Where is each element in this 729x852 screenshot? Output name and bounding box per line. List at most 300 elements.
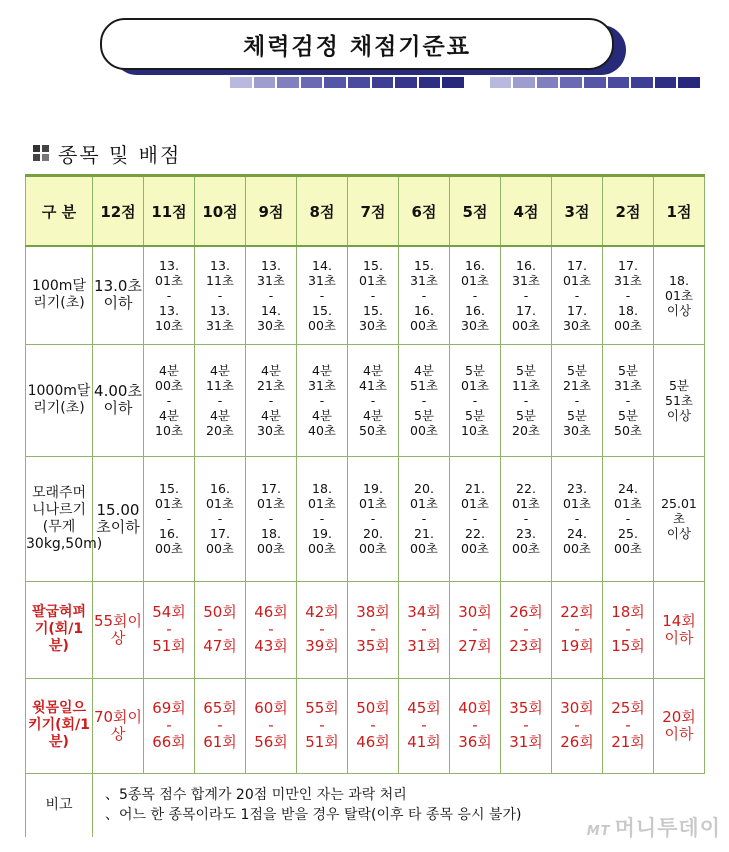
section-title: 종목 및 배점 <box>58 142 182 167</box>
cell-line: 66회 <box>152 733 186 751</box>
cell-line: 윗몸 <box>31 700 59 716</box>
cell-line: 01초 <box>461 496 489 511</box>
cell-line: 42회 <box>305 603 339 621</box>
cell-line: 4분 <box>260 362 282 378</box>
cell-line: 50회 <box>356 699 390 717</box>
cell-line: 26회 <box>509 603 543 621</box>
cell-line: 00초 <box>308 541 336 556</box>
cell-line: 27회 <box>458 637 492 655</box>
cell-line: 16. <box>210 481 230 496</box>
cell-line: 56회 <box>254 733 288 751</box>
cell-line: - <box>523 716 529 734</box>
score-6-cell <box>399 246 450 344</box>
cell-line: 5분 <box>617 407 639 423</box>
score-1-cell <box>654 581 705 678</box>
cell-line: 01초 <box>155 496 183 511</box>
cell-line: 31회 <box>407 637 441 655</box>
cell-line: 19. <box>363 481 383 496</box>
cell-line: (회/1분) <box>48 621 84 654</box>
row-label <box>26 678 93 773</box>
cell-line: 16. <box>414 302 434 318</box>
cell-line: 19. <box>312 526 332 541</box>
cell-line: 17. <box>210 526 230 541</box>
cell-line: 펴기 <box>34 604 87 637</box>
cell-line: - <box>268 620 274 638</box>
cell-line: 11초 <box>512 377 540 393</box>
cell-line: 13. <box>159 257 179 273</box>
cell-line: 17. <box>567 257 587 273</box>
cell-line: 31초 <box>206 317 234 333</box>
cell-line: 이상 <box>110 611 143 647</box>
score-2-cell <box>603 456 654 581</box>
cell-line: 01초 <box>359 496 387 511</box>
cell-line: 5분 <box>464 407 486 423</box>
cell-line: 5분 <box>515 407 537 423</box>
title-banner <box>100 15 628 83</box>
cell-line: - <box>370 716 376 734</box>
score-1-cell <box>654 678 705 773</box>
cell-line: - <box>319 716 325 734</box>
cell-line: 22. <box>465 526 485 541</box>
score-7-cell <box>348 581 399 678</box>
cell-line: 100m <box>32 278 73 295</box>
cell-line: - <box>166 392 172 408</box>
cell-line: 01초 <box>155 272 183 288</box>
cell-line: - <box>217 511 223 526</box>
cell-line: - <box>625 511 631 526</box>
cell-line: 13. <box>210 257 230 273</box>
cell-line: 이하 <box>664 628 694 647</box>
cell-line: 24. <box>567 526 587 541</box>
cell-line: 18. <box>669 272 689 288</box>
cell-line: - <box>472 511 478 526</box>
cell-line: 10초 <box>155 422 183 438</box>
cell-line: 10초 <box>155 317 183 333</box>
cell-line: 17. <box>567 302 587 318</box>
score-12-cell <box>93 581 144 678</box>
score-6-cell <box>399 456 450 581</box>
cell-line: - <box>421 716 427 734</box>
cell-line: 55회 <box>93 611 128 630</box>
cell-line: 15. <box>414 257 434 273</box>
cell-line: 25회 <box>611 699 645 717</box>
score-11-cell <box>144 246 195 344</box>
header-score-6: 6점 <box>399 176 450 247</box>
cell-line: 25.01 <box>661 496 697 511</box>
cell-line: 5분 <box>566 407 588 423</box>
cell-line: 15.00 <box>96 500 140 519</box>
note-line: 、어느 한 종목이라도 1점을 받을 경우 탈락(이후 타 종목 응시 불가) <box>105 807 522 824</box>
cell-line: 38회 <box>356 603 390 621</box>
score-12-cell <box>93 456 144 581</box>
score-8-cell <box>297 246 348 344</box>
cell-line: 01초 <box>563 272 591 288</box>
score-7-cell <box>348 678 399 773</box>
header-score-8: 8점 <box>297 176 348 247</box>
cell-line: 18. <box>312 481 332 496</box>
cell-line: 26회 <box>560 733 594 751</box>
cell-line: - <box>319 620 325 638</box>
score-2-cell <box>603 246 654 344</box>
score-10-cell <box>195 246 246 344</box>
cell-line: 5분 <box>617 362 639 378</box>
score-5-cell <box>450 678 501 773</box>
cell-line: 40회 <box>458 699 492 717</box>
cell-line: 4분 <box>158 407 180 423</box>
score-12-cell <box>93 678 144 773</box>
cell-line: 00초 <box>308 317 336 333</box>
cell-line: - <box>421 392 427 408</box>
cell-line: 4.00 <box>94 382 128 400</box>
header-score-2: 2점 <box>603 176 654 247</box>
cell-line: 50회 <box>203 603 237 621</box>
cell-line: 01초 <box>410 496 438 511</box>
score-1-cell <box>654 246 705 344</box>
cell-line: 20초 <box>512 422 540 438</box>
cell-line: - <box>166 716 172 734</box>
header-score-4: 4점 <box>501 176 552 247</box>
cell-line: 39회 <box>305 637 339 655</box>
cell-line: 일으키 <box>28 700 87 733</box>
cell-line: 21. <box>414 526 434 541</box>
cell-line: 01초 <box>206 496 234 511</box>
cell-line: 51회 <box>305 733 339 751</box>
cell-line: - <box>370 511 376 526</box>
cell-line: 01초 <box>512 496 540 511</box>
row-label <box>26 581 93 678</box>
page-title: 체력검정 채점기준표 <box>243 33 471 60</box>
score-3-cell <box>552 581 603 678</box>
cell-line: - <box>370 287 376 303</box>
score-4-cell <box>501 456 552 581</box>
cell-line: 30회 <box>458 603 492 621</box>
cell-line: 55회 <box>305 699 339 717</box>
cell-line: 17. <box>261 481 281 496</box>
cell-line: 5분 <box>668 377 690 393</box>
cell-line: 01초 <box>461 272 489 288</box>
cell-line: 18. <box>618 302 638 318</box>
score-3-cell <box>552 678 603 773</box>
cell-line: 25. <box>618 526 638 541</box>
cell-line: 이상 <box>110 707 143 743</box>
score-5-cell <box>450 456 501 581</box>
cell-line: 31초 <box>512 272 540 288</box>
cell-line: 19회 <box>560 637 594 655</box>
score-6-cell <box>399 344 450 456</box>
cell-line: 이상 <box>666 526 692 541</box>
cell-line: 00초 <box>410 422 438 438</box>
watermark <box>587 812 721 842</box>
cell-line: 36회 <box>458 733 492 751</box>
cell-line: 00초 <box>563 541 591 556</box>
cell-line: 이상 <box>666 407 692 423</box>
cell-line: 30초 <box>257 422 285 438</box>
cell-line: 00초 <box>155 541 183 556</box>
cell-line: - <box>319 287 325 303</box>
cell-line: 51초 <box>410 377 438 393</box>
score-3-cell <box>552 456 603 581</box>
cell-line: - <box>319 392 325 408</box>
cell-line: 50초 <box>359 422 387 438</box>
cell-line: 13. <box>210 302 230 318</box>
note-label: 비고 <box>26 773 93 837</box>
score-5-cell <box>450 246 501 344</box>
cell-line: (초) <box>60 400 85 416</box>
cell-line: 13. <box>261 257 281 273</box>
score-6-cell <box>399 581 450 678</box>
cell-line: 18회 <box>611 603 645 621</box>
cell-line: - <box>574 511 580 526</box>
score-7-cell <box>348 246 399 344</box>
cell-line: 01초 <box>563 496 591 511</box>
cell-line: 31초 <box>614 272 642 288</box>
cell-line: 41회 <box>407 733 441 751</box>
cell-line: 35회 <box>356 637 390 655</box>
score-10-cell <box>195 456 246 581</box>
score-4-cell <box>501 246 552 344</box>
cell-line: 46회 <box>356 733 390 751</box>
watermark-mt: MT <box>586 824 611 839</box>
score-10-cell <box>195 344 246 456</box>
cell-line: 01초 <box>461 377 489 393</box>
cell-line: 나르기 <box>45 501 87 518</box>
score-11-cell <box>144 678 195 773</box>
cell-line: - <box>625 392 631 408</box>
cell-line: - <box>574 716 580 734</box>
title-decoration <box>230 77 700 88</box>
score-6-cell <box>399 678 450 773</box>
header-score-12: 12점 <box>93 176 144 247</box>
cell-line: 17. <box>516 302 536 318</box>
cell-line: 4분 <box>311 407 333 423</box>
cell-line: 5분 <box>515 362 537 378</box>
cell-line: 31초 <box>257 272 285 288</box>
score-2-cell <box>603 581 654 678</box>
cell-line: 10초 <box>461 422 489 438</box>
score-4-cell <box>501 344 552 456</box>
cell-line: 4분 <box>209 362 231 378</box>
cell-line: 23. <box>516 526 536 541</box>
cell-line: 30초 <box>563 317 591 333</box>
cell-line: 00초 <box>512 317 540 333</box>
cell-line: 35회 <box>509 699 543 717</box>
cell-line: - <box>217 287 223 303</box>
score-7-cell <box>348 344 399 456</box>
score-4-cell <box>501 581 552 678</box>
row-label <box>26 344 93 456</box>
cell-line: 70회 <box>93 707 128 726</box>
row-label <box>26 456 103 581</box>
cell-line: 15. <box>363 302 383 318</box>
table-row <box>26 581 705 678</box>
cell-line: 47회 <box>203 637 237 655</box>
cell-line: 00초 <box>614 541 642 556</box>
cell-line: 4분 <box>311 362 333 378</box>
cell-line: 01초 <box>359 272 387 288</box>
cell-line: 01초 <box>308 496 336 511</box>
cell-line: - <box>523 392 529 408</box>
score-12-cell <box>93 246 144 344</box>
score-9-cell <box>246 246 297 344</box>
cell-line: 31초 <box>410 272 438 288</box>
score-8-cell <box>297 678 348 773</box>
cell-line: - <box>268 511 274 526</box>
cell-line: - <box>472 716 478 734</box>
cell-line: - <box>421 287 427 303</box>
cell-line: - <box>421 511 427 526</box>
cell-line: 22회 <box>560 603 594 621</box>
cell-line: - <box>574 620 580 638</box>
cell-line: 31초 <box>614 377 642 393</box>
cell-line: 11초 <box>206 377 234 393</box>
cell-line: 16. <box>465 302 485 318</box>
cell-line: (회/1분) <box>49 717 90 750</box>
score-5-cell <box>450 344 501 456</box>
cell-line: 달리기 <box>33 278 86 312</box>
score-5-cell <box>450 581 501 678</box>
score-11-cell <box>144 344 195 456</box>
cell-line: 5분 <box>566 362 588 378</box>
cell-line: 01초 <box>665 287 693 303</box>
table-row <box>26 344 705 456</box>
score-10-cell <box>195 678 246 773</box>
cell-line: 모래주 <box>31 484 73 501</box>
cell-line: - <box>523 620 529 638</box>
cell-line: 43회 <box>254 637 288 655</box>
cell-line: - <box>370 392 376 408</box>
header-score-9: 9점 <box>246 176 297 247</box>
cell-line: (초) <box>60 295 85 312</box>
table-row <box>26 246 705 344</box>
cell-line: - <box>268 716 274 734</box>
note-line: 、5종목 점수 합계가 20점 미만인 자는 과락 처리 <box>105 787 407 804</box>
cell-line: 4분 <box>362 362 384 378</box>
cell-line: 00초 <box>410 317 438 333</box>
watermark-name: 머니투데이 <box>614 816 721 840</box>
cell-line: - <box>166 287 172 303</box>
cell-line: 14. <box>261 302 281 318</box>
header-category: 구 분 <box>26 176 93 247</box>
cell-line: 이하 <box>664 724 694 743</box>
cell-line: - <box>472 620 478 638</box>
cell-line: 4분 <box>158 362 180 378</box>
cell-line: 5분 <box>464 362 486 378</box>
cell-line: 51초 <box>665 392 693 408</box>
cell-line: 45회 <box>407 699 441 717</box>
cell-line: 00초 <box>155 377 183 393</box>
header-score-3: 3점 <box>552 176 603 247</box>
cell-line: 달리기 <box>33 383 91 416</box>
cell-line: 1000m <box>27 383 77 399</box>
cell-line: 69회 <box>152 699 186 717</box>
title-box <box>100 18 614 70</box>
score-1-cell <box>654 456 705 581</box>
score-9-cell <box>246 456 297 581</box>
header-score-7: 7점 <box>348 176 399 247</box>
cell-line: 54회 <box>152 603 186 621</box>
cell-line: - <box>319 511 325 526</box>
cell-line: 30초 <box>359 317 387 333</box>
cell-line: 13.0 <box>94 277 128 296</box>
cell-line: - <box>268 392 274 408</box>
cell-line: 4분 <box>209 407 231 423</box>
score-3-cell <box>552 246 603 344</box>
scoring-table <box>25 174 705 837</box>
score-1-cell <box>654 344 705 456</box>
table-row <box>26 678 705 773</box>
cell-line: - <box>217 716 223 734</box>
score-4-cell <box>501 678 552 773</box>
cell-line: 5분 <box>413 407 435 423</box>
cell-line: - <box>523 511 529 526</box>
cell-line: 00초 <box>359 541 387 556</box>
cell-line: 15회 <box>611 637 645 655</box>
cell-line: 00초 <box>614 317 642 333</box>
cell-line: 초 <box>96 517 111 536</box>
header-score-1: 1점 <box>654 176 705 247</box>
cell-line: - <box>523 287 529 303</box>
cell-line: 00초 <box>257 541 285 556</box>
cell-line: 초 <box>672 511 686 526</box>
cell-line: - <box>472 392 478 408</box>
cell-line: 50초 <box>614 422 642 438</box>
cell-line: 15. <box>159 481 179 496</box>
cell-line: 40초 <box>308 422 336 438</box>
cell-line: 16. <box>465 257 485 273</box>
cell-line: 00초 <box>461 541 489 556</box>
cell-line: 31초 <box>308 272 336 288</box>
cell-line: - <box>166 511 172 526</box>
cell-line: 14회 <box>662 611 696 630</box>
cell-line: 31초 <box>308 377 336 393</box>
cell-line: 4분 <box>413 362 435 378</box>
cell-line: 65회 <box>203 699 237 717</box>
header-row <box>26 176 705 247</box>
score-12-cell <box>93 344 144 456</box>
cell-line: 23. <box>567 481 587 496</box>
row-label <box>26 246 93 344</box>
score-3-cell <box>552 344 603 456</box>
cell-line: 11초 <box>206 272 234 288</box>
cell-line: 4분 <box>260 407 282 423</box>
cell-line: 기 <box>41 717 56 733</box>
cell-line: - <box>217 392 223 408</box>
cell-line: 16. <box>516 257 536 273</box>
cell-line: 01초 <box>614 496 642 511</box>
cell-line: - <box>268 287 274 303</box>
cell-line: 00초 <box>410 541 438 556</box>
cell-line: 초 <box>127 382 142 400</box>
cell-line: 50m) <box>65 535 103 552</box>
cell-line: - <box>574 392 580 408</box>
score-10-cell <box>195 581 246 678</box>
grid-squares-icon <box>33 145 49 161</box>
score-9-cell <box>246 678 297 773</box>
cell-line: 21초 <box>563 377 591 393</box>
cell-line: 초 <box>127 277 142 296</box>
cell-line: - <box>625 620 631 638</box>
cell-line: 00초 <box>206 541 234 556</box>
cell-line: 이하 <box>103 294 133 313</box>
cell-line: kg, <box>43 535 66 552</box>
cell-line: - <box>472 287 478 303</box>
score-8-cell <box>297 581 348 678</box>
score-11-cell <box>144 581 195 678</box>
cell-line: 51회 <box>152 637 186 655</box>
cell-line: 20. <box>414 481 434 496</box>
cell-line: 이상 <box>666 302 692 318</box>
score-11-cell <box>144 456 195 581</box>
